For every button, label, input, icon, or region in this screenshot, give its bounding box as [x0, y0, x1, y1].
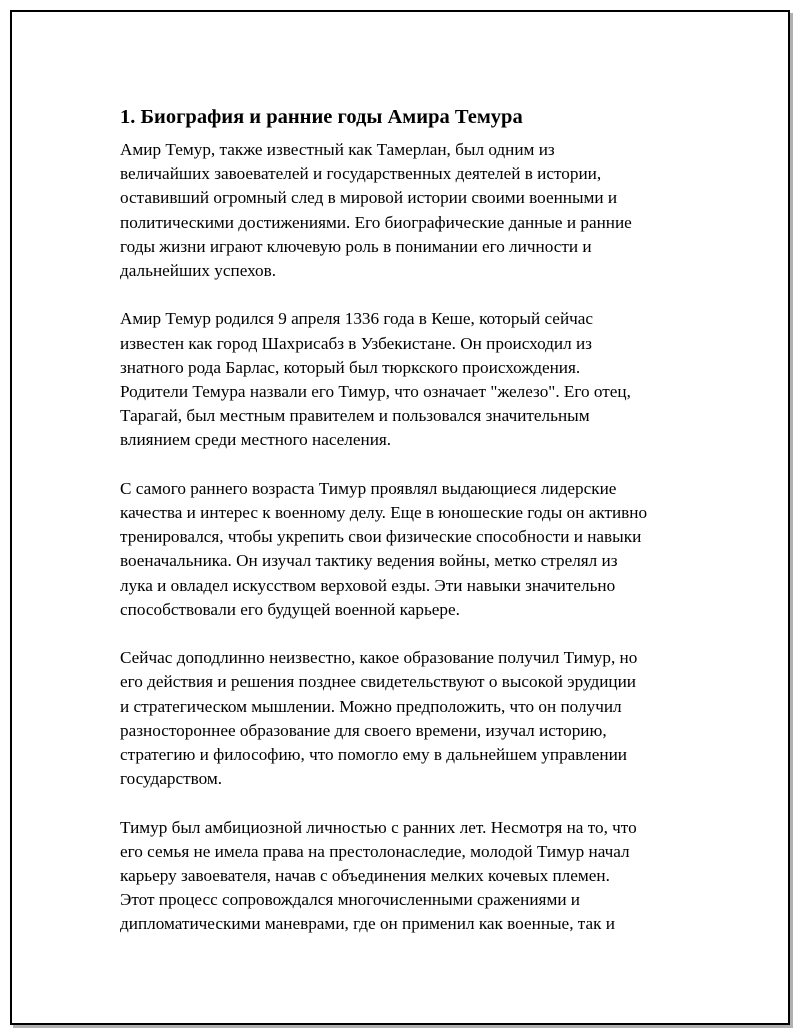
text-line: Сейчас доподлинно неизвестно, какое образование получил Тимур, но: [120, 648, 638, 668]
paragraph-1: [120, 138, 710, 283]
section-heading: 1. Биография и ранние годы Амира Темура: [120, 106, 523, 128]
text-line: лука и овладел искусством верховой езды. Эти навыки значительно: [120, 575, 616, 595]
text-line: государством.: [120, 769, 223, 789]
text-line: Родители Темура назвали его Тимур, что означает "железо". Его отец,: [120, 382, 631, 402]
text-line: его семья не имела права на престолонаследие, молодой Тимур начал: [120, 841, 630, 861]
text-line: тренировался, чтобы укрепить свои физические способности и навыки: [120, 527, 642, 547]
text-line: знатного рода Барлас, который был тюркского происхождения.: [120, 357, 581, 377]
text-line: известен как город Шахрисабз в Узбекистане. Он происходил из: [120, 333, 592, 353]
text-line: военачальника. Он изучал тактику ведения войны, метко стрелял из: [120, 551, 618, 571]
paragraph-5: [120, 816, 710, 937]
paragraph-4: [120, 646, 710, 791]
text-line: качества и интерес к военному делу. Еще в юношеские годы он активно: [120, 503, 648, 523]
text-line: способствовали его будущей военной карьере.: [120, 599, 460, 619]
text-line: карьеру завоевателя, начав с объединения мелких кочевых племен.: [120, 866, 610, 886]
paragraph-2: [120, 307, 710, 452]
text-line: влиянием среди местного населения.: [120, 430, 392, 450]
text-line: дальнейших успехов.: [120, 261, 277, 281]
text-line: дипломатическими маневрами, где он применил как военные, так и: [120, 914, 615, 934]
paragraph-3: [120, 477, 710, 622]
document-content: [120, 102, 710, 961]
text-line: Тимур был амбициозной личностью с ранних лет. Несмотря на то, что: [120, 817, 637, 837]
text-line: Этот процесс сопровождался многочисленными сражениями и: [120, 890, 581, 910]
text-line: оставивший огромный след в мировой истории своими военными и: [120, 188, 618, 208]
text-line: стратегию и философию, что помогло ему в дальнейшем управлении: [120, 745, 627, 765]
text-line: Амир Темур, также известный как Тамерлан, был одним из: [120, 140, 555, 159]
text-line: и стратегическом мышлении. Можно предположить, что он получил: [120, 696, 622, 716]
text-line: его действия и решения позднее свидетельствуют о высокой эрудиции: [120, 672, 636, 692]
text-line: С самого раннего возраста Тимур проявлял выдающиеся лидерские: [120, 478, 617, 498]
text-line: политическими достижениями. Его биографические данные и ранние: [120, 212, 632, 232]
text-line: Амир Темур родился 9 апреля 1336 года в Кеше, который сейчас: [120, 309, 594, 329]
text-line: величайших завоевателей и государственных деятелей в истории,: [120, 164, 602, 184]
text-line: годы жизни играют ключевую роль в понимании его личности и: [120, 236, 592, 256]
text-line: Тарагай, был местным правителем и пользовался значительным: [120, 406, 590, 426]
document-page: [10, 10, 790, 1025]
text-line: разностороннее образование для своего времени, изучал историю,: [120, 720, 607, 740]
